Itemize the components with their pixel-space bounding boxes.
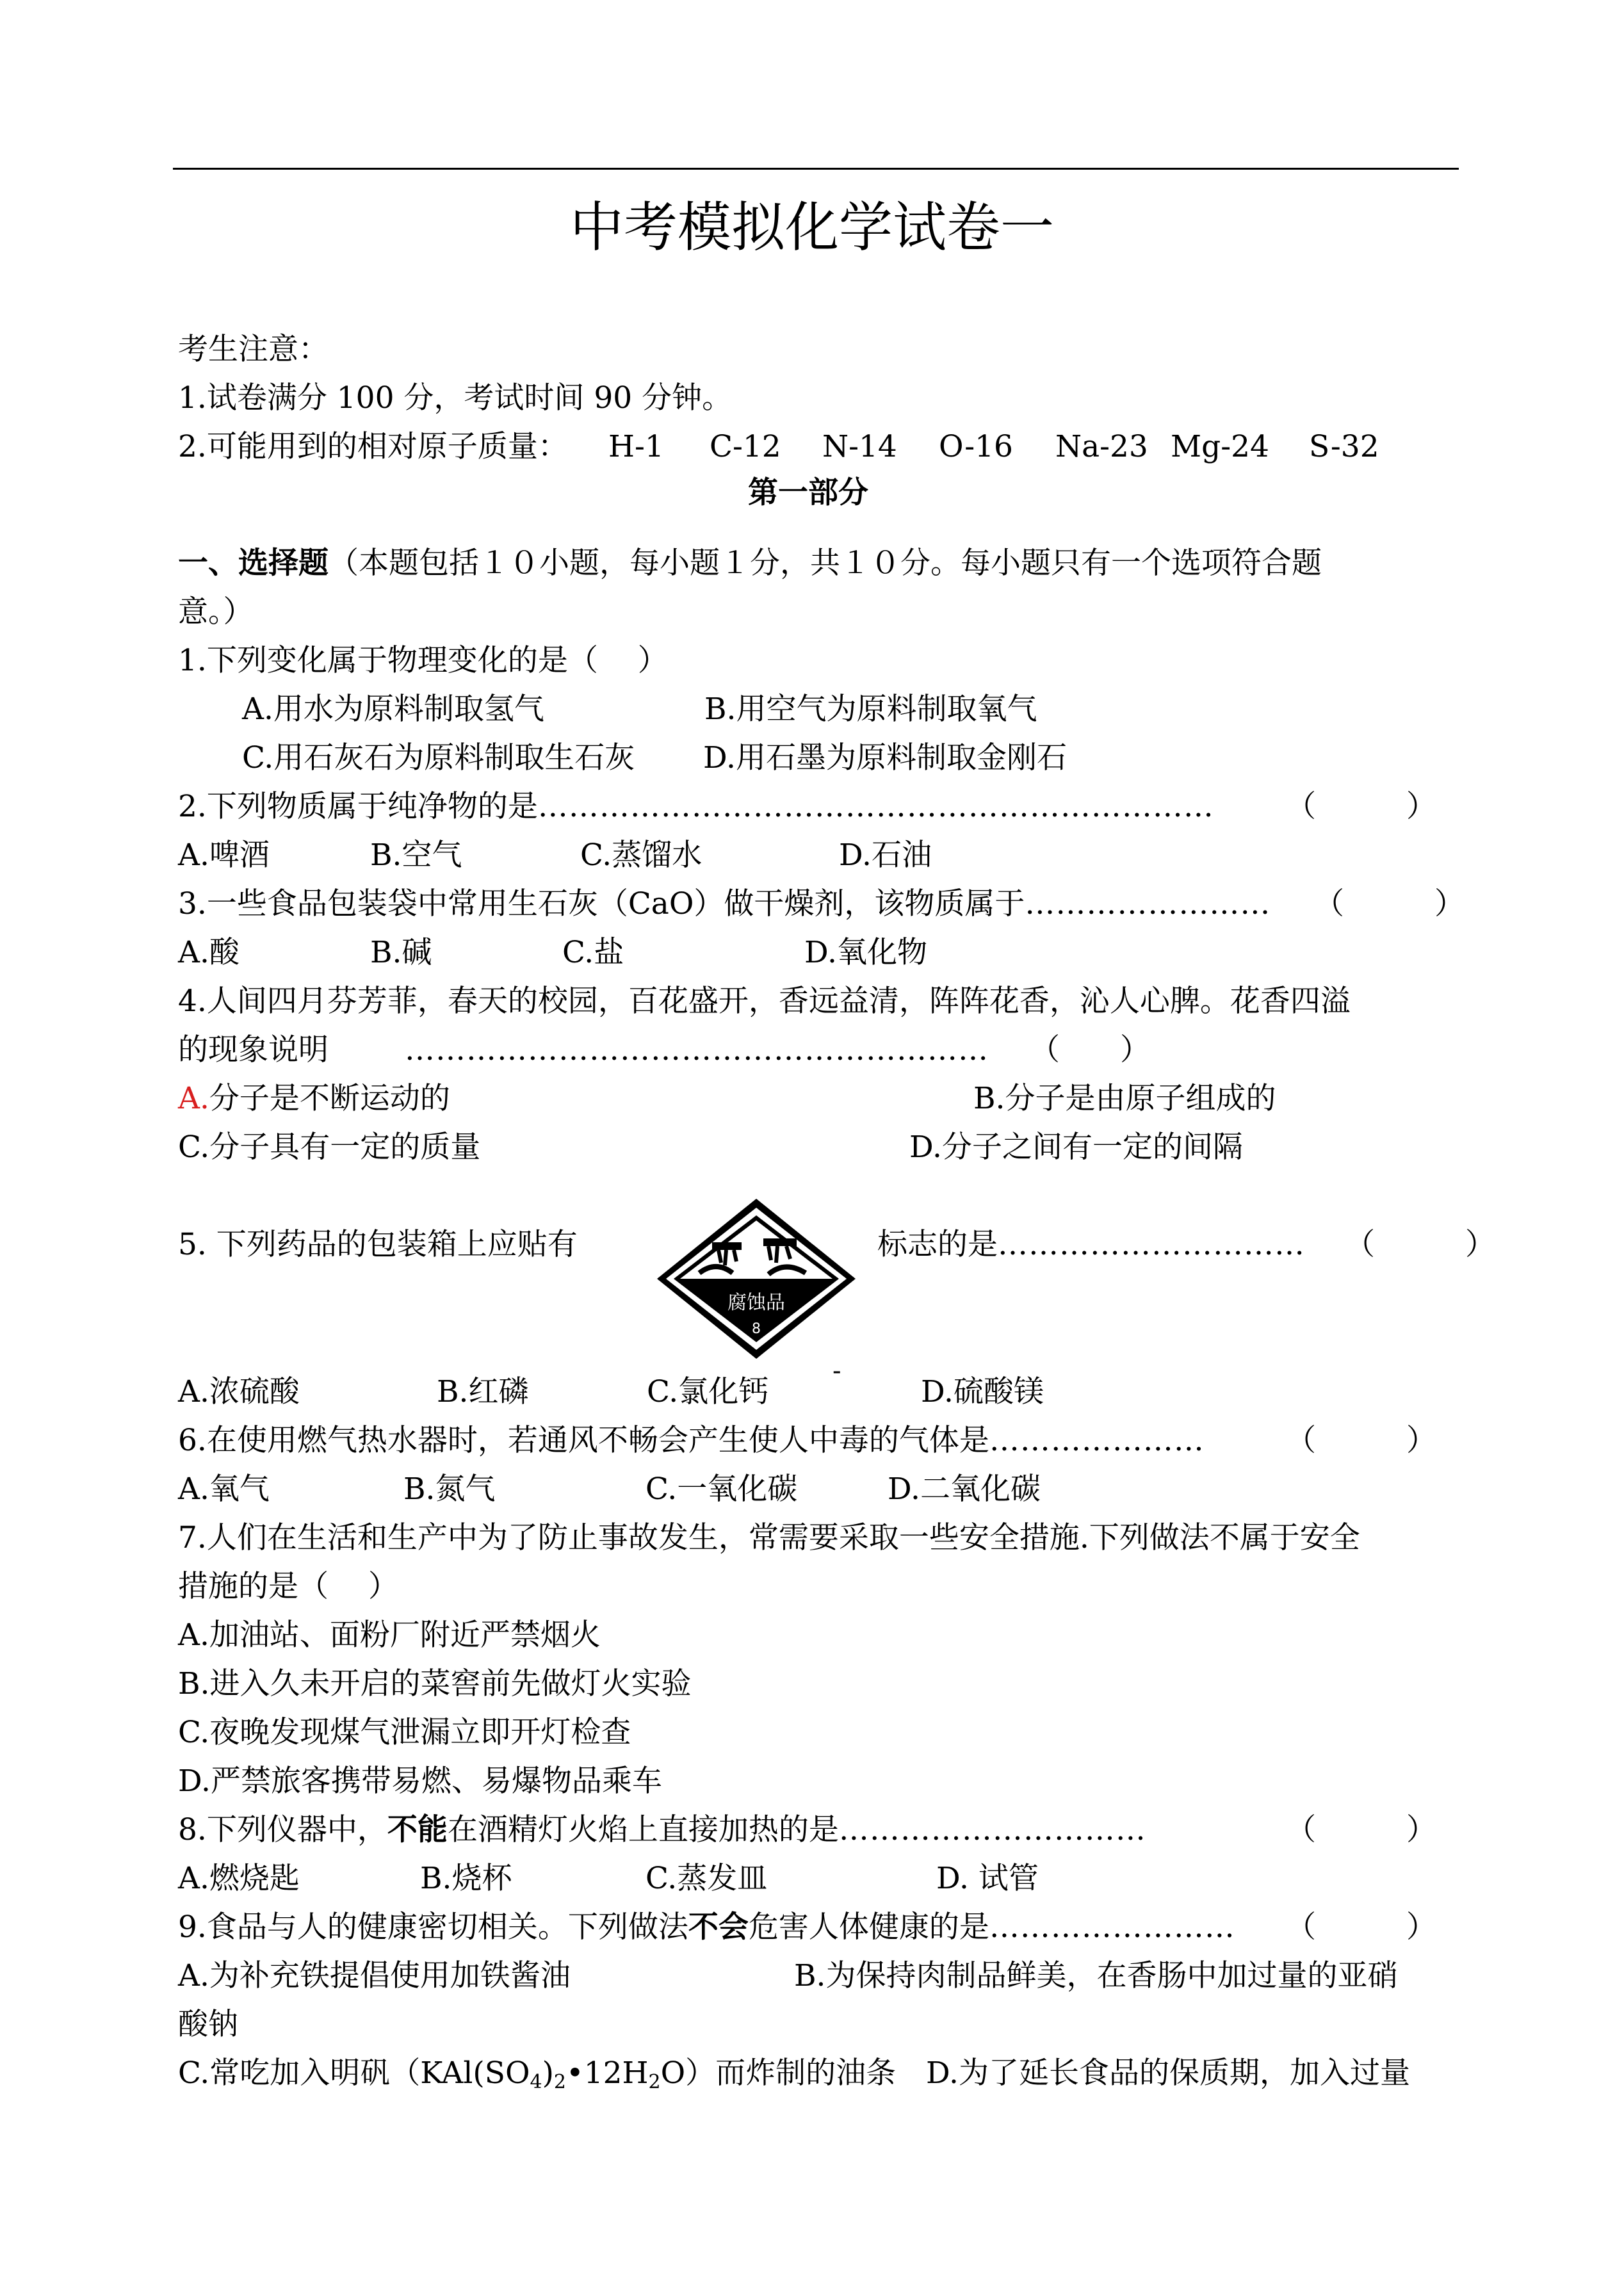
- section-title: 一、选择题: [178, 546, 329, 581]
- q9-stem: [178, 1907, 1235, 1948]
- notice-line-2-prefix: 2.可能用到的相对原子质量：: [178, 429, 568, 464]
- q6-answer-paren: （ ）: [1286, 1423, 1436, 1458]
- q9-c-post: O）而炸制的油条: [660, 2056, 897, 2091]
- q6-option-d: D.二氧化碳: [888, 1472, 1041, 1507]
- q9-c-sub-2: 2: [553, 2071, 567, 2093]
- section-desc-2: 意。）: [178, 594, 254, 629]
- part-heading: 第一部分: [748, 475, 868, 510]
- q4-option-c: C.分子具有一定的质量: [178, 1130, 481, 1165]
- section-heading: [178, 543, 1322, 584]
- section-desc-1: （本题包括１０小题，每小题１分，共１０分。每小题只有一个选项符合题: [329, 546, 1322, 581]
- q8-answer-paren: （ ）: [1286, 1812, 1436, 1847]
- q6-dots: …………………: [989, 1423, 1205, 1458]
- mass-s: S-32: [1309, 429, 1379, 464]
- q7-option-a: A.加油站、面粉厂附近严禁烟火: [178, 1618, 601, 1653]
- q2-option-b: B.空气: [370, 838, 462, 873]
- q2-dots: …………………………………………………………: [537, 789, 1214, 824]
- q6-option-c: C.一氧化碳: [646, 1472, 798, 1507]
- q8-option-d: D. 试管: [936, 1861, 1039, 1896]
- notice-line-1: 1.试卷满分 100 分，考试时间 90 分钟。: [178, 380, 733, 416]
- q4-answer-paren: （ ）: [1030, 1032, 1150, 1067]
- q9-option-d: D.为了延长食品的保质期，加入过量: [926, 2056, 1410, 2091]
- q9-option-c: [178, 2053, 896, 2094]
- q2-option-c: C.蒸馏水: [580, 838, 702, 873]
- q5-option-a: A.浓硫酸: [178, 1374, 300, 1409]
- q6-stem: [178, 1420, 1205, 1461]
- q4-stem-2: [178, 1030, 329, 1071]
- q4-dots: …………………………………………………: [405, 1032, 989, 1067]
- q4-option-a-letter: A.: [178, 1081, 209, 1116]
- q5-dots: …………………………: [998, 1227, 1305, 1262]
- q9-option-b-line2: 酸钠: [178, 2007, 238, 2042]
- q9-option-a: A.为补充铁提倡使用加铁酱油: [178, 1958, 571, 1993]
- mass-na: Na-23: [1055, 429, 1148, 464]
- q5-option-b: B.红磷: [437, 1374, 529, 1409]
- sign-number: 8: [752, 1321, 761, 1337]
- q8-stem-pre: 8.下列仪器中，: [178, 1812, 387, 1847]
- mass-mg: Mg-24: [1171, 429, 1269, 464]
- q8-option-c: C.蒸发皿: [646, 1861, 768, 1896]
- q7-option-b: B.进入久未开启的菜窖前先做灯火实验: [178, 1666, 692, 1701]
- q8-option-b: B.烧杯: [420, 1861, 512, 1896]
- q4-stem-2-text: 的现象说明: [178, 1032, 329, 1067]
- q3-option-d: D.氧化物: [804, 935, 927, 970]
- q4-option-b: B.分子是由原子组成的: [973, 1081, 1276, 1116]
- q9-answer-paren: （ ）: [1286, 1910, 1436, 1945]
- q9-c-sub-3: 2: [648, 2071, 661, 2093]
- q9-c-sub-1: 4: [530, 2071, 542, 2093]
- q9-stem-post: 危害人体健康的是: [748, 1910, 989, 1945]
- q3-option-c: C.盐: [562, 935, 624, 970]
- stray-dash: -: [832, 1356, 841, 1386]
- page-title: 中考模拟化学试卷一: [569, 196, 1054, 259]
- q7-option-c: C.夜晚发现煤气泄漏立即开灯检查: [178, 1715, 631, 1750]
- q4-option-d: D.分子之间有一定的间隔: [909, 1130, 1243, 1165]
- q8-stem: [178, 1810, 1146, 1851]
- q2-answer-paren: （ ）: [1286, 789, 1436, 824]
- mass-n: N-14: [822, 429, 897, 464]
- q4-stem-1: 4.人间四月芬芳菲，春天的校园，百花盛开，香远益清，阵阵花香，沁人心脾。花香四溢: [178, 984, 1351, 1019]
- q5-stem-before: 5. 下列药品的包装箱上应贴有: [178, 1227, 578, 1262]
- q7-stem-2: 措施的是（ ）: [178, 1569, 398, 1604]
- sign-label: 腐蚀品: [727, 1292, 785, 1314]
- q5-stem-after: [877, 1224, 1305, 1265]
- q1-option-b: B.用空气为原料制取氧气: [704, 692, 1037, 727]
- mass-o: O-16: [939, 429, 1013, 464]
- q6-stem-text: 6.在使用燃气热水器时，若通风不畅会产生使人中毒的气体是: [178, 1423, 989, 1458]
- q3-answer-paren: （ ）: [1314, 886, 1465, 921]
- q7-option-d: D.严禁旅客携带易燃、易爆物品乘车: [178, 1764, 662, 1799]
- mass-c: C-12: [710, 429, 781, 464]
- q8-option-a: A.燃烧匙: [178, 1861, 300, 1896]
- q9-c-mid-2: •12H: [566, 2056, 649, 2091]
- q1-option-d: D.用石墨为原料制取金刚石: [703, 740, 1067, 775]
- q4-option-a-text: 分子是不断运动的: [209, 1081, 450, 1116]
- q1-option-c: C.用石灰石为原料制取生石灰: [242, 740, 635, 775]
- q8-stem-post: 在酒精灯火焰上直接加热的是: [447, 1812, 839, 1847]
- q8-dots: …………………………: [838, 1812, 1146, 1847]
- q1-stem: 1.下列变化属于物理变化的是（ ）: [178, 643, 668, 678]
- q6-option-b: B.氮气: [403, 1472, 496, 1507]
- q6-option-a: A.氧气: [178, 1472, 270, 1507]
- q9-option-b-line1: B.为保持肉制品鲜美，在香肠中加过量的亚硝: [794, 1958, 1398, 1993]
- mass-h: H-1: [608, 429, 664, 464]
- q9-c-mid: ): [542, 2056, 554, 2091]
- q5-option-c: C.氯化钙: [647, 1374, 769, 1409]
- corrosive-hazard-sign: [654, 1196, 858, 1361]
- q2-stem: [178, 786, 1214, 827]
- notice-line-2: [178, 426, 568, 467]
- q3-option-a: A.酸: [178, 935, 240, 970]
- q9-stem-bold: 不会: [688, 1910, 749, 1945]
- q4-option-a: [178, 1078, 450, 1119]
- q9-dots: ……………………: [989, 1910, 1235, 1945]
- q7-stem-1: 7.人们在生活和生产中为了防止事故发生，常需要采取一些安全措施.下列做法不属于安全: [178, 1520, 1360, 1555]
- q2-option-d: D.石油: [839, 838, 932, 873]
- q5-option-d: D.硫酸镁: [921, 1374, 1044, 1409]
- q2-option-a: A.啤酒: [178, 838, 270, 873]
- q1-option-a: A.用水为原料制取氢气: [242, 692, 544, 727]
- q2-stem-text: 2.下列物质属于纯净物的是: [178, 789, 538, 824]
- q8-stem-bold: 不能: [387, 1812, 448, 1847]
- q9-c-pre: C.常吃加入明矾（KAl(SO: [178, 2056, 530, 2091]
- q3-stem-text: 3.一些食品包装袋中常用生石灰（CaO）做干燥剂，该物质属于: [178, 886, 1025, 921]
- q9-stem-pre: 9.食品与人的健康密切相关。下列做法: [178, 1910, 688, 1945]
- top-rule: [173, 168, 1459, 170]
- q3-option-b: B.碱: [370, 935, 432, 970]
- q5-answer-paren: （ ）: [1345, 1227, 1495, 1262]
- q3-stem: [178, 884, 1271, 925]
- q3-dots: ……………………: [1025, 886, 1271, 921]
- q5-stem-after-text: 标志的是: [877, 1227, 998, 1262]
- notice-heading: 考生注意：: [178, 332, 329, 367]
